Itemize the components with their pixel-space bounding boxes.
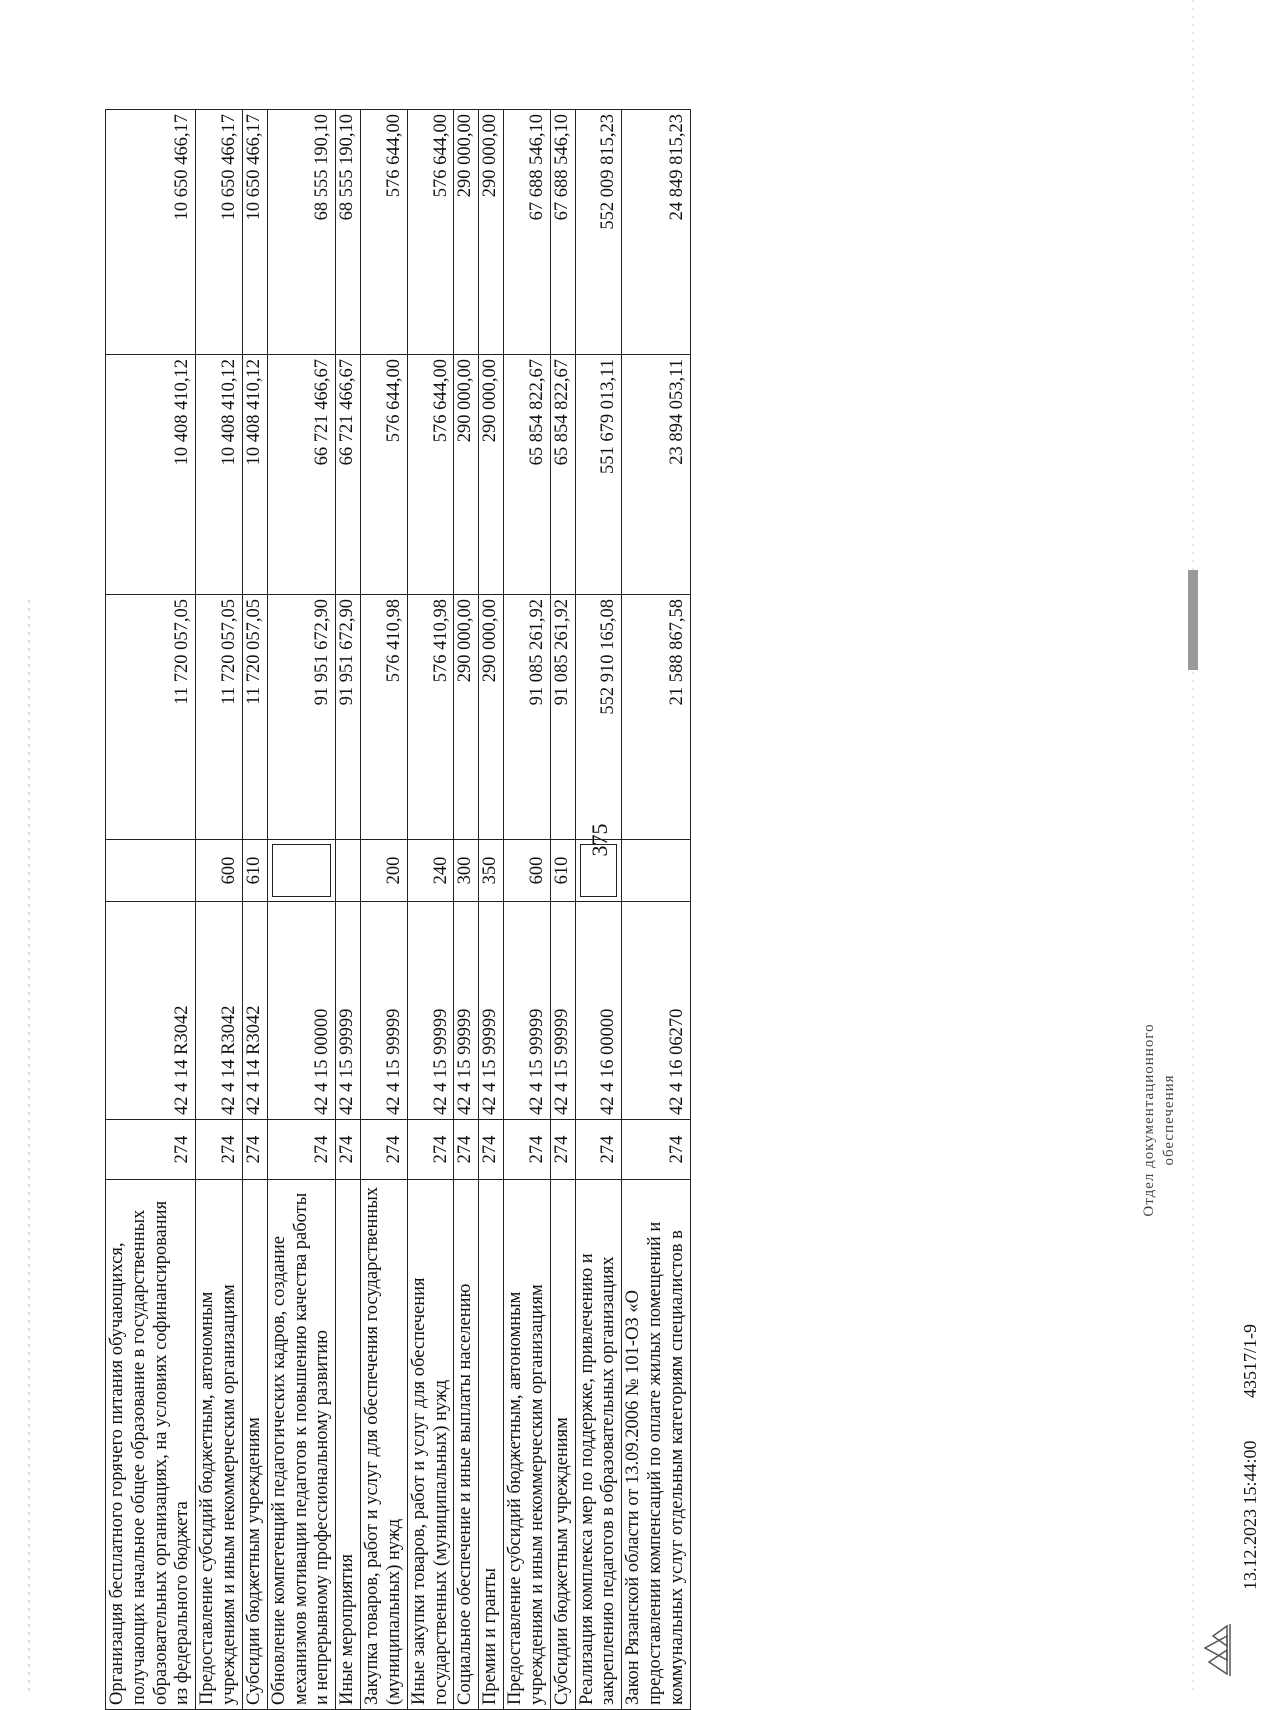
table-row — [242, 110, 267, 1710]
page-number: 375 — [587, 823, 612, 857]
table-row — [454, 110, 479, 1710]
row-name-cell: Реализация комплекса мер по поддержке, привлечению и закреплению педагогов в образовательных организациях — [575, 1180, 622, 1710]
row-code-cell: 274 — [575, 1120, 622, 1180]
row-value-1-cell: 552 910 165,08 — [575, 595, 622, 840]
row-csr-cell: 42 4 15 99999 — [504, 902, 551, 1120]
row-name-cell: Закупка товаров, работ и услуг для обеспечения государственных (муниципальных) нужд — [361, 1180, 408, 1710]
row-vr-cell: 240 — [407, 840, 454, 902]
table-row — [479, 110, 504, 1710]
row-value-2-cell: 576 644,00 — [407, 355, 454, 595]
row-vr-cell — [575, 840, 622, 902]
row-code-cell: 274 — [454, 1120, 479, 1180]
row-value-3-cell: 68 555 190,10 — [267, 110, 335, 355]
row-value-3-cell: 67 688 546,10 — [504, 110, 551, 355]
row-value-3-cell: 10 650 466,17 — [106, 110, 196, 355]
row-value-2-cell: 290 000,00 — [479, 355, 504, 595]
row-code-cell: 274 — [407, 1120, 454, 1180]
footer-doc-id: 43517/1-9 — [1240, 1323, 1260, 1398]
row-name-cell: Организация бесплатного горячего питания обучающихся, получающих начальное общее образование в государственных образовательных организациях, на условиях софинансирования из федерального бюджета — [106, 1180, 196, 1710]
row-value-3-cell: 290 000,00 — [454, 110, 479, 355]
row-value-2-cell: 551 679 013,11 — [575, 355, 622, 595]
row-code-cell: 274 — [336, 1120, 361, 1180]
row-value-1-cell: 21 588 867,58 — [622, 595, 690, 840]
row-value-3-cell: 10 650 466,17 — [242, 110, 267, 355]
row-value-3-cell: 576 644,00 — [361, 110, 408, 355]
scan-edge-mark — [1186, 0, 1200, 1695]
footer-timestamp-line — [1240, 1170, 1266, 1590]
row-vr-cell: 600 — [196, 840, 243, 902]
row-value-1-cell: 290 000,00 — [454, 595, 479, 840]
row-value-2-cell: 23 894 053,11 — [622, 355, 690, 595]
row-value-1-cell: 91 951 672,90 — [336, 595, 361, 840]
row-vr-cell — [622, 840, 690, 902]
row-vr-cell: 610 — [550, 840, 575, 902]
row-name-cell: Субсидии бюджетным учреждениям — [550, 1180, 575, 1710]
row-value-2-cell: 290 000,00 — [454, 355, 479, 595]
row-vr-cell — [267, 840, 335, 902]
empty-vr-box — [272, 844, 331, 897]
footer-timestamp: 13.12.2023 15:44:00 — [1240, 1440, 1260, 1590]
row-name-cell: Иные мероприятия — [336, 1180, 361, 1710]
row-code-cell: 274 — [479, 1120, 504, 1180]
table-row — [361, 110, 408, 1710]
table-row — [106, 110, 196, 1710]
row-csr-cell: 42 4 15 99999 — [454, 902, 479, 1120]
row-csr-cell: 42 4 15 99999 — [550, 902, 575, 1120]
row-value-3-cell: 576 644,00 — [407, 110, 454, 355]
row-csr-cell: 42 4 14 R3042 — [106, 902, 196, 1120]
row-value-1-cell: 11 720 057,05 — [196, 595, 243, 840]
row-vr-cell: 610 — [242, 840, 267, 902]
row-value-2-cell: 65 854 822,67 — [550, 355, 575, 595]
table-row — [336, 110, 361, 1710]
row-value-1-cell: 290 000,00 — [479, 595, 504, 840]
table-row — [622, 110, 690, 1710]
row-value-2-cell: 10 408 410,12 — [242, 355, 267, 595]
row-name-cell: Субсидии бюджетным учреждениям — [242, 1180, 267, 1710]
office-logo-icon — [1195, 1620, 1235, 1680]
table-row — [267, 110, 335, 1710]
row-value-2-cell: 10 408 410,12 — [106, 355, 196, 595]
row-code-cell: 274 — [361, 1120, 408, 1180]
row-value-2-cell: 65 854 822,67 — [504, 355, 551, 595]
row-vr-cell: 350 — [479, 840, 504, 902]
table-row — [504, 110, 551, 1710]
row-vr-cell: 200 — [361, 840, 408, 902]
row-name-cell: Обновление компетенций педагогических кадров, создание механизмов мотивации педагогов к повышению качества работы и непрерывному профессиональному развитию — [267, 1180, 335, 1710]
row-value-3-cell: 68 555 190,10 — [336, 110, 361, 355]
budget-table-frame — [105, 110, 965, 1710]
row-vr-cell: 600 — [504, 840, 551, 902]
row-value-1-cell: 11 720 057,05 — [106, 595, 196, 840]
row-code-cell: 274 — [242, 1120, 267, 1180]
stamp-line-2: обеспечения — [1160, 1074, 1177, 1166]
table-row — [407, 110, 454, 1710]
row-code-cell: 274 — [196, 1120, 243, 1180]
row-vr-cell — [336, 840, 361, 902]
row-value-2-cell: 66 721 466,67 — [336, 355, 361, 595]
row-csr-cell: 42 4 15 99999 — [361, 902, 408, 1120]
row-value-3-cell: 290 000,00 — [479, 110, 504, 355]
scan-edge-mark-left — [22, 0, 36, 1695]
row-csr-cell: 42 4 15 99999 — [479, 902, 504, 1120]
row-csr-cell: 42 4 16 00000 — [575, 902, 622, 1120]
budget-table — [105, 109, 691, 1710]
row-csr-cell: 42 4 16 06270 — [622, 902, 690, 1120]
table-row — [550, 110, 575, 1710]
row-name-cell: Предоставление субсидий бюджетным, автономным учреждениям и иным некоммерческим организациям — [196, 1180, 243, 1710]
row-csr-cell: 42 4 14 R3042 — [242, 902, 267, 1120]
row-value-2-cell: 10 408 410,12 — [196, 355, 243, 595]
row-name-cell: Предоставление субсидий бюджетным, автономным учреждениям и иным некоммерческим организациям — [504, 1180, 551, 1710]
row-value-3-cell: 67 688 546,10 — [550, 110, 575, 355]
row-code-cell: 274 — [622, 1120, 690, 1180]
row-code-cell: 274 — [106, 1120, 196, 1180]
empty-vr-box — [580, 844, 618, 897]
table-row — [196, 110, 243, 1710]
stamp-line-1: Отдел документационного — [1141, 1023, 1157, 1217]
row-value-1-cell: 91 085 261,92 — [550, 595, 575, 840]
row-name-cell: Иные закупки товаров, работ и услуг для обеспечения государственных (муниципальных) нужд — [407, 1180, 454, 1710]
row-csr-cell: 42 4 15 00000 — [267, 902, 335, 1120]
row-csr-cell: 42 4 14 R3042 — [196, 902, 243, 1120]
row-value-1-cell: 91 951 672,90 — [267, 595, 335, 840]
row-value-2-cell: 66 721 466,67 — [267, 355, 335, 595]
row-value-1-cell: 576 410,98 — [407, 595, 454, 840]
row-value-3-cell: 10 650 466,17 — [196, 110, 243, 355]
row-value-1-cell: 576 410,98 — [361, 595, 408, 840]
row-code-cell: 274 — [504, 1120, 551, 1180]
row-csr-cell: 42 4 15 99999 — [407, 902, 454, 1120]
row-name-cell: Социальное обеспечение и иные выплаты населению — [454, 1180, 479, 1710]
row-value-2-cell: 576 644,00 — [361, 355, 408, 595]
row-value-3-cell: 552 009 815,23 — [575, 110, 622, 355]
row-vr-cell: 300 — [454, 840, 479, 902]
table-row — [575, 110, 622, 1710]
row-csr-cell: 42 4 15 99999 — [336, 902, 361, 1120]
row-name-cell: Премии и гранты — [479, 1180, 504, 1710]
row-value-3-cell: 24 849 815,23 — [622, 110, 690, 355]
row-code-cell: 274 — [550, 1120, 575, 1180]
row-value-1-cell: 91 085 261,92 — [504, 595, 551, 840]
row-name-cell: Закон Рязанской области от 13.09.2006 № 101-ОЗ «О предоставлении компенсаций по оплате жилых помещений и коммунальных услуг отдельным категориям специалистов в — [622, 1180, 690, 1710]
row-code-cell: 274 — [267, 1120, 335, 1180]
row-value-1-cell: 11 720 057,05 — [242, 595, 267, 840]
row-vr-cell — [106, 840, 196, 902]
